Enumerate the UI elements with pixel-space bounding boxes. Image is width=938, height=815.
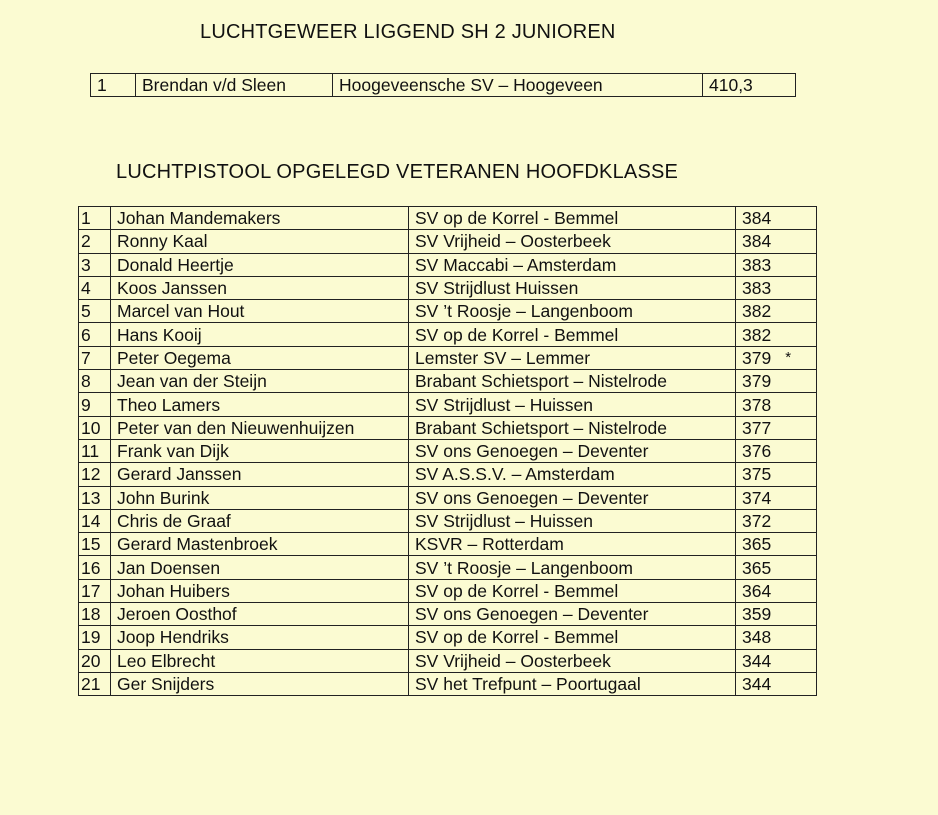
rank-cell-text: 10 <box>81 417 101 438</box>
name-cell <box>111 230 409 253</box>
score-cell-text: 364 <box>742 580 772 601</box>
rank-cell <box>79 207 111 230</box>
rank-cell-text: 19 <box>81 627 101 648</box>
score-cell-text: 378 <box>742 394 772 415</box>
rank-cell-text: 7 <box>81 347 91 368</box>
club-cell <box>409 579 736 602</box>
club-cell-text: KSVR – Rotterdam <box>415 534 564 555</box>
club-cell-text: SV Maccabi – Amsterdam <box>415 254 617 275</box>
club-cell-text: Hoogeveensche SV – Hoogeveen <box>339 75 603 95</box>
name-cell <box>111 439 409 462</box>
score-cell <box>736 649 817 672</box>
table-row <box>79 533 817 556</box>
club-cell-text: Brabant Schietsport – Nistelrode <box>415 417 667 438</box>
score-cell-text: 376 <box>742 441 772 462</box>
score-cell <box>736 439 817 462</box>
score-cell-text: 348 <box>742 627 772 648</box>
club-cell-text: SV op de Korrel - Bemmel <box>415 208 619 229</box>
name-cell <box>111 556 409 579</box>
table-row <box>79 509 817 532</box>
rank-cell <box>79 463 111 486</box>
score-cell-text: 377 <box>742 417 772 438</box>
rank-cell-text: 6 <box>81 324 91 345</box>
name-cell <box>111 486 409 509</box>
name-cell <box>111 626 409 649</box>
score-cell <box>736 276 817 299</box>
rank-cell <box>79 370 111 393</box>
rank-cell-text: 1 <box>81 208 91 229</box>
rank-cell <box>79 346 111 369</box>
club-cell <box>409 672 736 695</box>
name-cell-text: Ronny Kaal <box>117 231 208 252</box>
rank-cell-text: 1 <box>97 75 107 95</box>
score-cell <box>736 486 817 509</box>
club-cell <box>409 509 736 532</box>
rank-cell-text: 4 <box>81 278 91 299</box>
name-cell <box>111 207 409 230</box>
rank-cell-text: 12 <box>81 464 101 485</box>
club-cell <box>409 416 736 439</box>
score-cell-text: 383 <box>742 278 772 299</box>
name-cell-text: Gerard Janssen <box>117 464 242 485</box>
name-cell <box>136 74 333 97</box>
club-cell <box>409 300 736 323</box>
club-cell <box>409 346 736 369</box>
club-cell <box>409 603 736 626</box>
rank-cell <box>79 276 111 299</box>
name-cell-text: Chris de Graaf <box>117 511 231 531</box>
rank-cell-text: 16 <box>81 557 101 578</box>
table-row <box>79 323 817 346</box>
club-cell-text: SV Vrijheid – Oosterbeek <box>415 650 611 671</box>
rank-cell <box>79 253 111 276</box>
club-cell-text: SV ’t Roosje – Langenboom <box>415 557 633 578</box>
asterisk-mark: * <box>785 348 792 366</box>
score-cell-text: 372 <box>742 511 772 531</box>
score-cell-text: 410,3 <box>709 75 753 95</box>
name-cell-text: Joop Hendriks <box>117 627 229 648</box>
rank-cell-text: 21 <box>81 674 101 695</box>
section2-title: LUCHTPISTOOL OPGELEGD VETERANEN HOOFDKLASSE <box>116 161 679 183</box>
score-cell-text: 384 <box>742 208 772 229</box>
rank-cell <box>79 603 111 626</box>
rank-cell <box>79 393 111 416</box>
veteran-results-table <box>78 206 817 696</box>
score-cell <box>736 207 817 230</box>
score-cell <box>736 463 817 486</box>
score-cell <box>736 230 817 253</box>
table-row <box>79 230 817 253</box>
section1-title: LUCHTGEWEER LIGGEND SH 2 JUNIOREN <box>200 21 616 43</box>
score-cell-text: 374 <box>742 487 772 508</box>
score-cell <box>736 603 817 626</box>
club-cell <box>409 649 736 672</box>
rank-cell <box>79 556 111 579</box>
table-row <box>79 579 817 602</box>
junior-results-table <box>90 73 796 97</box>
club-cell <box>409 253 736 276</box>
score-cell <box>736 300 817 323</box>
name-cell <box>111 463 409 486</box>
score-cell <box>736 253 817 276</box>
club-cell <box>409 556 736 579</box>
score-cell-text: 359 <box>742 604 772 625</box>
table-row <box>79 626 817 649</box>
club-cell-text: SV het Trefpunt – Poortugaal <box>415 674 641 695</box>
table-row <box>79 416 817 439</box>
club-cell <box>409 370 736 393</box>
score-cell-text: 379 <box>742 371 772 392</box>
club-cell <box>409 323 736 346</box>
score-cell <box>736 509 817 532</box>
name-cell-text: Theo Lamers <box>117 394 221 415</box>
table-row <box>79 207 817 230</box>
junior-results-body <box>91 74 796 97</box>
rank-cell <box>79 626 111 649</box>
rank-cell <box>91 74 136 97</box>
rank-cell-text: 18 <box>81 604 101 625</box>
club-cell <box>333 74 703 97</box>
name-cell <box>111 393 409 416</box>
table-row <box>79 276 817 299</box>
name-cell-text: Koos Janssen <box>117 278 227 299</box>
club-cell <box>409 230 736 253</box>
name-cell <box>111 579 409 602</box>
name-cell-text: Leo Elbrecht <box>117 650 216 671</box>
name-cell-text: Jean van der Steijn <box>117 371 267 392</box>
club-cell-text: SV ons Genoegen – Deventer <box>415 441 649 462</box>
score-cell-text: 382 <box>742 324 772 345</box>
name-cell <box>111 346 409 369</box>
table-row <box>79 486 817 509</box>
name-cell-text: Johan Huibers <box>117 580 230 601</box>
club-cell <box>409 207 736 230</box>
name-cell <box>111 649 409 672</box>
name-cell-text: Brendan v/d Sleen <box>142 75 286 95</box>
club-cell-text: SV Strijdlust Huissen <box>415 278 579 299</box>
club-cell-text: SV op de Korrel - Bemmel <box>415 580 619 601</box>
rank-cell-text: 2 <box>81 231 91 252</box>
club-cell-text: SV Vrijheid – Oosterbeek <box>415 231 611 252</box>
rank-cell-text: 14 <box>81 511 101 531</box>
name-cell-text: Ger Snijders <box>117 674 215 695</box>
name-cell <box>111 253 409 276</box>
club-cell-text: Brabant Schietsport – Nistelrode <box>415 371 667 392</box>
name-cell-text: Marcel van Hout <box>117 301 245 322</box>
name-cell <box>111 276 409 299</box>
name-cell-text: Frank van Dijk <box>117 441 229 462</box>
rank-cell-text: 15 <box>81 534 101 555</box>
veteran-results-body <box>79 207 817 696</box>
name-cell <box>111 370 409 393</box>
score-cell-text: 384 <box>742 231 772 252</box>
score-cell-text: 365 <box>742 534 772 555</box>
score-cell <box>736 416 817 439</box>
table-row <box>79 439 817 462</box>
table-row <box>79 463 817 486</box>
name-cell <box>111 603 409 626</box>
name-cell-text: John Burink <box>117 487 210 508</box>
table-row <box>79 253 817 276</box>
table-row <box>91 74 796 97</box>
rank-cell <box>79 300 111 323</box>
rank-cell <box>79 649 111 672</box>
table-row <box>79 672 817 695</box>
score-cell-text: 382 <box>742 301 772 322</box>
name-cell-text: Jeroen Oosthof <box>117 604 237 625</box>
table-row <box>79 370 817 393</box>
club-cell <box>409 276 736 299</box>
club-cell-text: SV op de Korrel - Bemmel <box>415 324 619 345</box>
club-cell-text: SV Strijdlust – Huissen <box>415 511 593 531</box>
rank-cell-text: 11 <box>81 441 100 462</box>
rank-cell-text: 8 <box>81 371 91 392</box>
score-cell <box>736 672 817 695</box>
name-cell <box>111 533 409 556</box>
table-row <box>79 649 817 672</box>
name-cell <box>111 416 409 439</box>
name-cell <box>111 509 409 532</box>
score-cell <box>703 74 796 97</box>
club-cell <box>409 463 736 486</box>
club-cell-text: SV op de Korrel - Bemmel <box>415 627 619 648</box>
name-cell-text: Gerard Mastenbroek <box>117 534 278 555</box>
rank-cell <box>79 533 111 556</box>
rank-cell-text: 9 <box>81 394 91 415</box>
rank-cell-text: 5 <box>81 301 91 322</box>
name-cell-text: Donald Heertje <box>117 254 234 275</box>
rank-cell <box>79 579 111 602</box>
score-cell <box>736 370 817 393</box>
rank-cell-text: 13 <box>81 487 101 508</box>
club-cell <box>409 439 736 462</box>
rank-cell <box>79 439 111 462</box>
club-cell-text: Lemster SV – Lemmer <box>415 347 591 368</box>
club-cell <box>409 486 736 509</box>
rank-cell <box>79 509 111 532</box>
rank-cell <box>79 323 111 346</box>
name-cell <box>111 672 409 695</box>
rank-cell <box>79 230 111 253</box>
club-cell-text: SV A.S.S.V. – Amsterdam <box>415 464 615 485</box>
club-cell-text: SV ons Genoegen – Deventer <box>415 604 649 625</box>
score-cell-text: 375 <box>742 464 772 485</box>
club-cell-text: SV Strijdlust – Huissen <box>415 394 593 415</box>
score-cell-text: 344 <box>742 674 772 695</box>
rank-cell-text: 3 <box>81 254 91 275</box>
club-cell-text: SV ons Genoegen – Deventer <box>415 487 649 508</box>
score-cell <box>736 323 817 346</box>
name-cell-text: Johan Mandemakers <box>117 208 281 229</box>
score-cell <box>736 346 817 369</box>
club-cell <box>409 393 736 416</box>
score-cell <box>736 579 817 602</box>
score-cell-text: 344 <box>742 650 772 671</box>
score-cell-text: 365 <box>742 557 772 578</box>
table-row <box>79 346 817 369</box>
club-cell-text: SV ’t Roosje – Langenboom <box>415 301 633 322</box>
name-cell-text: Peter Oegema <box>117 347 231 368</box>
name-cell-text: Jan Doensen <box>117 557 221 578</box>
name-cell <box>111 300 409 323</box>
rank-cell <box>79 416 111 439</box>
score-cell <box>736 626 817 649</box>
name-cell-text: Peter van den Nieuwenhuijzen <box>117 417 355 438</box>
name-cell-text: Hans Kooij <box>117 324 202 345</box>
score-cell <box>736 533 817 556</box>
score-cell-text: 383 <box>742 254 772 275</box>
rank-cell-text: 20 <box>81 650 101 671</box>
table-row <box>79 556 817 579</box>
club-cell <box>409 626 736 649</box>
score-cell <box>736 393 817 416</box>
rank-cell <box>79 486 111 509</box>
score-cell <box>736 556 817 579</box>
table-row <box>79 603 817 626</box>
rank-cell-text: 17 <box>81 580 101 601</box>
club-cell <box>409 533 736 556</box>
name-cell <box>111 323 409 346</box>
table-row <box>79 393 817 416</box>
rank-cell <box>79 672 111 695</box>
table-row <box>79 300 817 323</box>
score-cell-text: 379 <box>742 347 772 368</box>
